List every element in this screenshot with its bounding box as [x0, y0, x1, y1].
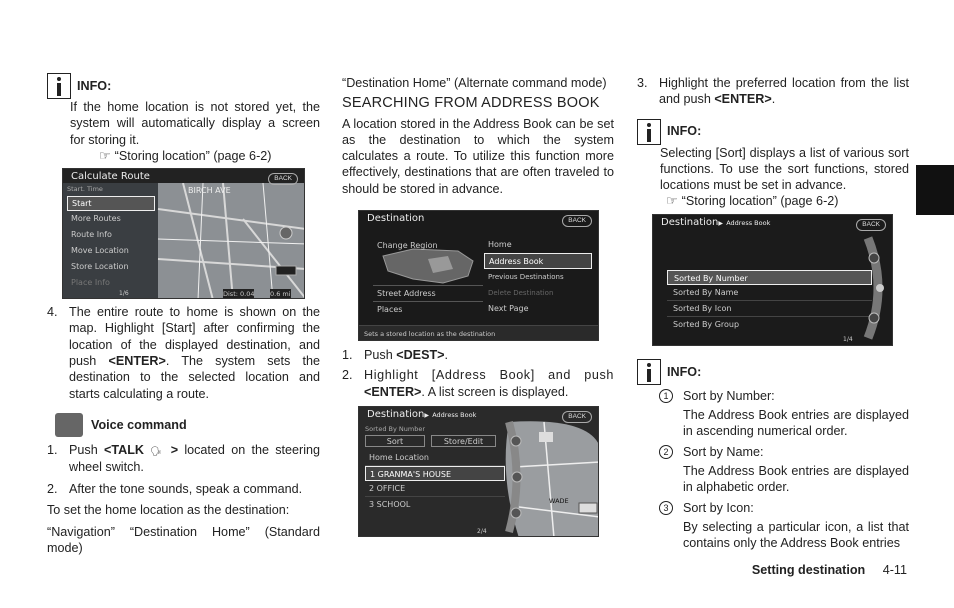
- section-paragraph: A location stored in the Address Book can be set as the destination to which the system calculates a route. To utilize this function more effectively, destinations that are often traveled to should be stored in advance.: [342, 116, 614, 196]
- left-menu: [373, 237, 483, 317]
- step-2: 2. Highlight [Address Book] and push <ENTER>. A list screen is displayed.: [342, 368, 614, 399]
- list-item-desc: The Address Book entries are displayed in ascending numerical order.: [683, 408, 909, 439]
- menu-place-info[interactable]: Place Info: [71, 278, 110, 288]
- menu-address-book[interactable]: Address Book: [484, 253, 592, 269]
- voice-command-heading: [55, 412, 320, 438]
- footer-section: Setting destination: [751, 563, 866, 577]
- menu-delete-destination[interactable]: Delete Destination: [488, 289, 554, 298]
- page-number: 4-11: [882, 563, 907, 577]
- screen-title: Calculate Route: [71, 171, 150, 183]
- standard-mode-command: “Navigation” “Destination Home” (Standard mode): [47, 525, 320, 556]
- sort-button[interactable]: Sort: [365, 435, 425, 447]
- page-indicator: 1/4: [843, 335, 853, 343]
- reference-hand-icon: ☞: [666, 193, 678, 209]
- street-label: BIRCH AVE: [188, 186, 231, 196]
- menu-route-info[interactable]: Route Info: [71, 230, 112, 240]
- menu-more-routes[interactable]: More Routes: [71, 214, 121, 224]
- menu-previous-destinations[interactable]: Previous Destinations: [488, 273, 564, 282]
- sort-list: [667, 270, 872, 333]
- menu-street-address[interactable]: Street Address: [373, 285, 483, 301]
- info-reference-text: “Storing location” (page 6-2): [681, 194, 839, 209]
- menu-store-location[interactable]: Store Location: [71, 262, 129, 272]
- address-book-screen: [358, 406, 599, 537]
- sort-screen: [652, 214, 893, 346]
- info-heading-2: [637, 358, 909, 386]
- info-reference-text: “Storing location” (page 6-2): [114, 148, 272, 163]
- column-1: [47, 72, 320, 557]
- number-badge: 1: [659, 389, 673, 403]
- calculate-route-screen: [62, 168, 305, 299]
- voice-step-1: 1. Push <TALK 🗣 > located on the steering wheel switch.: [47, 442, 321, 475]
- number-badge: 3: [659, 501, 673, 515]
- menu-start-time: Start. Time: [67, 185, 103, 194]
- right-menu: [484, 237, 592, 317]
- screen-title: Destination▶ Address Book: [367, 408, 477, 420]
- alternate-command: “Destination Home” (Alternate command mode): [342, 76, 607, 90]
- info-heading: [47, 72, 320, 100]
- back-button[interactable]: BACK: [562, 215, 592, 227]
- store-edit-button[interactable]: Store/Edit: [431, 435, 496, 447]
- step-4-number: 4.: [47, 305, 58, 320]
- voice-command-icon: [55, 413, 83, 437]
- home-instruction: To set the home location as the destination:: [47, 502, 290, 517]
- voice-step-2: 2. After the tone sounds, speak a command.: [47, 481, 303, 496]
- page-indicator: 2/4: [477, 527, 487, 535]
- info-title: INFO:: [77, 78, 112, 93]
- sort-by-group[interactable]: Sorted By Group: [673, 319, 740, 329]
- street-label: WADE: [549, 496, 569, 505]
- number-badge: 2: [659, 445, 673, 459]
- column-2: [342, 75, 614, 537]
- info-icon: [47, 73, 71, 99]
- page-indicator: 1/6: [119, 290, 129, 298]
- chapter-tab: [916, 165, 954, 215]
- menu-next-page[interactable]: Next Page: [488, 304, 529, 314]
- list-item[interactable]: 3 SCHOOL: [369, 499, 411, 509]
- info-heading-1: [637, 118, 909, 146]
- info-title: INFO:: [667, 364, 702, 379]
- voice-command-title: Voice command: [91, 417, 187, 432]
- info-reference: [47, 148, 320, 164]
- list-item: 1 Sort by Number:: [659, 388, 909, 404]
- title-arrow-icon: ▶: [718, 219, 724, 227]
- talk-icon: 🗣: [150, 445, 165, 456]
- destination-screen: [358, 210, 599, 341]
- info-title: INFO:: [667, 124, 702, 139]
- menu-move-location[interactable]: Move Location: [71, 246, 129, 256]
- info-text: Selecting [Sort] displays a list of various sort functions. To use the sort functions, stored locations must be set in advance.: [660, 145, 909, 193]
- back-button[interactable]: BACK: [268, 173, 298, 185]
- info-icon: [637, 119, 661, 145]
- screen-title: Destination: [367, 213, 425, 225]
- info-text: If the home location is not stored yet, the system will automatically display a screen for storing it.: [70, 100, 320, 147]
- time-readout: 0.6 mi: [270, 290, 291, 299]
- menu-change-region[interactable]: Change Region: [377, 241, 438, 251]
- list-item: 3 Sort by Icon:: [659, 500, 909, 516]
- sort-by-name[interactable]: Sorted By Name: [667, 285, 872, 301]
- list-item-desc: By selecting a particular icon, a list that contains only the Address Book entries: [683, 519, 909, 551]
- status-bar: Sets a stored location as the destination: [359, 325, 598, 340]
- back-button[interactable]: BACK: [856, 219, 886, 231]
- menu-home[interactable]: Home: [488, 240, 512, 250]
- list-item[interactable]: 1 GRANMA'S HOUSE: [365, 466, 505, 481]
- step-3: 3. Highlight the preferred location from the list and push <ENTER>.: [637, 76, 909, 107]
- scroll-arc[interactable]: [860, 233, 890, 343]
- menu-start[interactable]: Start: [67, 196, 155, 211]
- list-item: 2 Sort by Name:: [659, 444, 909, 460]
- sort-by-number[interactable]: Sorted By Number: [667, 270, 872, 285]
- info-icon: [637, 359, 661, 385]
- list-item-desc: The Address Book entries are displayed in alphabetic order.: [683, 463, 909, 495]
- step-1: 1. Push <DEST>.: [342, 348, 449, 363]
- page-footer: [752, 562, 907, 578]
- back-button[interactable]: BACK: [562, 411, 592, 423]
- step-4-text: The entire route to home is shown on the map. Highlight [Start] after confirming the location of the displayed destination, and push <ENTER>. The system sets the destination to the selected location and starts calculating a route.: [69, 305, 320, 401]
- sort-by-icon[interactable]: Sorted By Icon: [667, 301, 872, 317]
- step-4: [47, 304, 320, 402]
- sort-descriptions: [637, 388, 909, 552]
- column-3: [637, 75, 909, 551]
- section-heading: SEARCHING FROM ADDRESS BOOK: [342, 95, 600, 112]
- sorted-label: Sorted By Number: [365, 424, 425, 433]
- info-reference: [637, 193, 909, 209]
- route-menu: [67, 184, 155, 291]
- menu-places[interactable]: Places: [373, 301, 483, 317]
- title-arrow-icon: ▶: [424, 411, 430, 419]
- reference-hand-icon: ☞: [99, 147, 111, 163]
- list-item[interactable]: Home Location: [365, 450, 505, 466]
- address-list: [365, 450, 505, 513]
- screen-title: Destination▶ Address Book: [661, 216, 771, 228]
- distance-readout: Dist: 0.04: [223, 290, 255, 299]
- list-item[interactable]: 2 OFFICE: [365, 481, 505, 497]
